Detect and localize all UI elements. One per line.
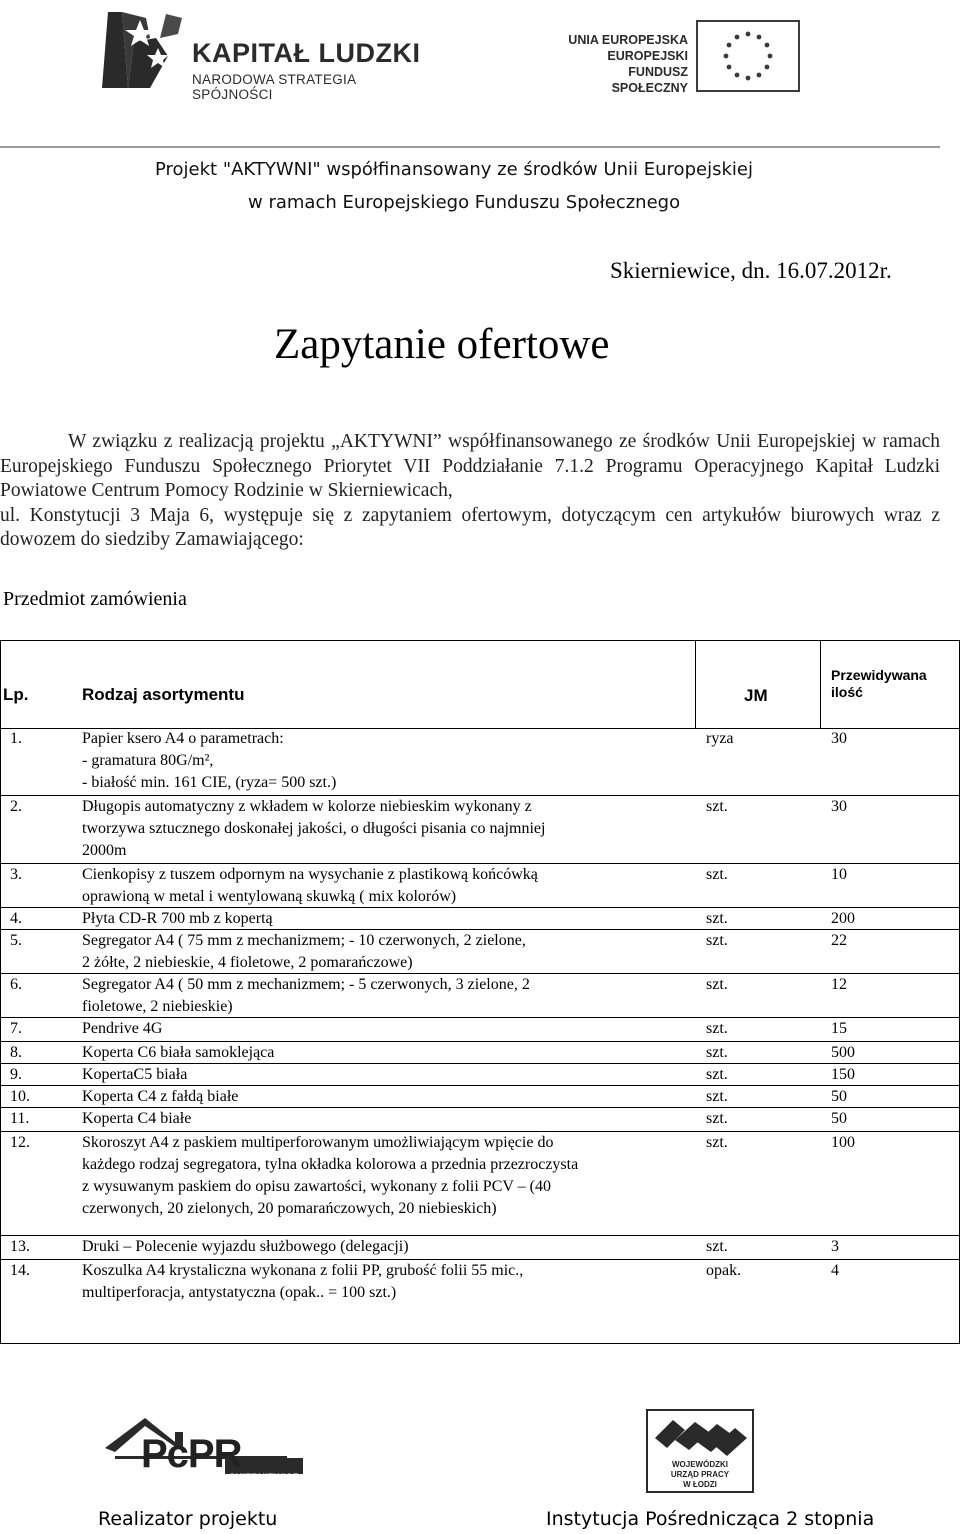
row-lp: 14. [10,1262,30,1279]
wup-logo-line2: URZĄD PRACY [670,1470,730,1479]
row-qty: 22 [831,932,847,949]
logo-right-line2: EUROPEJSKI [607,49,688,63]
row-description [82,930,526,974]
table-row [0,796,960,864]
row-unit: szt. [706,1088,728,1105]
table-row [0,908,960,930]
table-row [0,864,960,908]
row-description [82,1132,578,1220]
row-description-line: Papier ksero A4 o parametrach: [82,730,284,747]
logo-right-line1: UNIA EUROPEJSKA [568,33,688,47]
row-unit: szt. [706,1110,728,1127]
pcpr-logo-sub: SKIERNIEWICE [229,1472,299,1483]
row-description-line: Druki – Polecenie wyjazdu służbowego (delegacji) [82,1238,409,1255]
row-description-line: Segregator A4 ( 75 mm z mechanizmem; - 10 czerwonych, 2 zielone, [82,932,526,949]
row-description-line: Koperta C4 z fałdą białe [82,1088,239,1105]
table-row [0,1042,960,1064]
eu-flag-icon [696,20,800,92]
row-description-line: 2 żółte, 2 niebieskie, 4 fioletowe, 2 pomarańczowe) [82,954,413,971]
table-header-unit: JM [744,686,768,705]
row-lp: 12. [10,1134,30,1151]
row-description [82,1064,187,1086]
row-description-line: każdego rodzaj segregatora, tylna okładka kolorowa a przednia przezroczysta [82,1156,579,1173]
wup-logo [645,1408,755,1494]
row-qty: 50 [831,1110,847,1127]
table-row [0,1018,960,1042]
logo-right-line3: FUNDUSZ SPOŁECZNY [611,65,688,95]
logo-left-subtitle: NARODOWA STRATEGIA SPÓJNOŚCI [192,72,356,102]
pcpr-logo-text: PcPR [141,1432,242,1476]
place-date: Skierniewice, dn. 16.07.2012r. [610,258,892,283]
row-qty: 500 [831,1044,855,1061]
row-description [82,1236,409,1258]
table-row [0,1260,960,1320]
intro-text-2: ul. Konstytucji 3 Maja 6, występuje się z zapytaniem ofertowym, dotyczącym cen artykułów biurowych wraz z dowozem do siedziby Zamawiającego: [0,504,940,550]
row-lp: 10. [10,1088,30,1105]
row-description-line: Skoroszyt A4 z paskiem multiperforowanym umożliwiającym wpięcie do [82,1134,554,1151]
row-lp: 5. [10,932,22,949]
row-description-line: Pendrive 4G [82,1020,163,1037]
row-description-line: fioletowe, 2 niebieskie) [82,998,233,1015]
kapital-ludzki-logo [98,8,438,102]
project-line-2: w ramach Europejskiego Funduszu Społecznego [248,192,681,213]
row-unit: szt. [706,1066,728,1083]
table-row [0,974,960,1018]
row-lp: 2. [10,798,22,815]
row-lp: 4. [10,910,22,927]
row-description-line: tworzywa sztucznego doskonałej jakości, o długości pisania co najmniej [82,820,546,837]
row-qty: 30 [831,730,847,747]
eu-logo [550,20,800,95]
row-description-line: z wysuwanym paskiem do opisu zawartości, wykonany z folii PCV – (40 [82,1178,551,1195]
row-unit: ryza [706,730,734,747]
table-header-col-sep [820,640,821,728]
row-unit: szt. [706,1134,728,1151]
row-lp: 8. [10,1044,22,1061]
row-lp: 6. [10,976,22,993]
intro-paragraph [0,430,940,553]
row-qty: 30 [831,798,847,815]
row-description [82,1260,523,1304]
table-row [0,728,960,796]
row-description-line: Cienkopisy z tuszem odpornym na wysychanie z plastikową końcówką [82,866,538,883]
row-lp: 1. [10,730,22,747]
row-description-line: Segregator A4 ( 50 mm z mechanizmem; - 5 czerwonych, 3 zielone, 2 [82,976,530,993]
row-unit: szt. [706,932,728,949]
row-qty: 200 [831,910,855,927]
row-unit: szt. [706,866,728,883]
row-lp: 7. [10,1020,22,1037]
footer-left-caption: Realizator projektu [98,1508,278,1530]
document-title: Zapytanie ofertowe [274,321,610,368]
row-description-line: Koszulka A4 krystaliczna wykonana z folii PP, grubość folii 55 mic., [82,1262,524,1279]
row-description [82,974,530,1018]
table-row [0,930,960,974]
table-body [0,728,960,1344]
row-description-line: oprawioną w metal i wentylowaną skuwką ( mix kolorów) [82,888,457,905]
wup-logo-text [649,1460,751,1490]
row-lp: 3. [10,866,22,883]
pcpr-logo [105,1412,305,1504]
row-unit: szt. [706,1044,728,1061]
wup-logo-line1: WOJEWÓDZKI [672,1460,728,1469]
row-unit: szt. [706,1020,728,1037]
wup-logo-line3: W ŁODZI [683,1480,717,1489]
row-qty: 50 [831,1088,847,1105]
row-description [82,1086,238,1108]
row-description-line: czerwonych, 20 zielonych, 20 pomarańczowych, 20 niebieskich) [82,1200,497,1217]
row-lp: 9. [10,1066,22,1083]
row-unit: szt. [706,976,728,993]
row-description [82,796,545,862]
footer-right-caption: Instytucja Pośrednicząca 2 stopnia [546,1508,875,1530]
row-description-line: 2000m [82,842,127,859]
row-lp: 11. [10,1110,30,1127]
table-header-lp: Lp. [3,685,29,704]
row-description [82,864,538,908]
order-table [0,640,960,1344]
header-divider [0,146,940,148]
table-row [0,1086,960,1108]
row-qty: 100 [831,1134,855,1151]
table-header-col-sep-right [695,640,696,728]
row-unit: opak. [706,1262,742,1279]
row-description-line: Płyta CD-R 700 mb z kopertą [82,910,273,927]
row-description-line: - białość min. 161 CIE, (ryza= 500 szt.) [82,774,337,791]
row-description-line: Koperta C4 białe [82,1110,192,1127]
row-qty: 4 [831,1262,839,1279]
logo-right-text [550,32,688,96]
row-description [82,1042,274,1064]
row-description [82,1108,191,1130]
table-row [0,1132,960,1236]
row-description-line: Koperta C6 biała samoklejąca [82,1044,275,1061]
stars-figure-icon [98,8,184,90]
row-description [82,728,336,794]
table-row [0,1108,960,1132]
row-qty: 12 [831,976,847,993]
row-qty: 3 [831,1238,839,1255]
section-heading: Przedmiot zamówienia [3,588,187,610]
table-row [0,1064,960,1086]
row-unit: szt. [706,798,728,815]
project-line-1: Projekt "AKTYWNI" współfinansowany ze środków Unii Europejskiej [155,159,753,180]
intro-text-1: W związku z realizacją projektu „AKTYWNI” współfinansowanego ze środków Unii Europejskiej w ramach Europejskiego Funduszu Społecznego Priorytet VII Poddziałanie 7.1.2 Programu Operacyjnego Kapitał Ludzki Powiatowe Centrum Pomocy Rodzinie w Skierniewicach, [0,431,940,501]
row-qty: 10 [831,866,847,883]
row-qty: 15 [831,1020,847,1037]
row-description-line: KopertaC5 biała [82,1066,188,1083]
row-description [82,908,273,930]
row-description [82,1018,162,1040]
row-description-line: - gramatura 80G/m², [82,752,214,769]
logo-left-title: KAPITAŁ LUDZKI [192,38,421,68]
row-description-line: Długopis automatyczny z wkładem w kolorze niebieskim wykonany z [82,798,532,815]
table-row [0,1236,960,1260]
table-header-type: Rodzaj asortymentu [82,685,245,704]
table-header-qty: Przewidywana ilość [831,667,927,700]
row-unit: szt. [706,1238,728,1255]
row-lp: 13. [10,1238,30,1255]
row-unit: szt. [706,910,728,927]
row-qty: 150 [831,1066,855,1083]
row-description-line: multiperforacja, antystatyczna (opak.. = 100 szt.) [82,1284,397,1301]
